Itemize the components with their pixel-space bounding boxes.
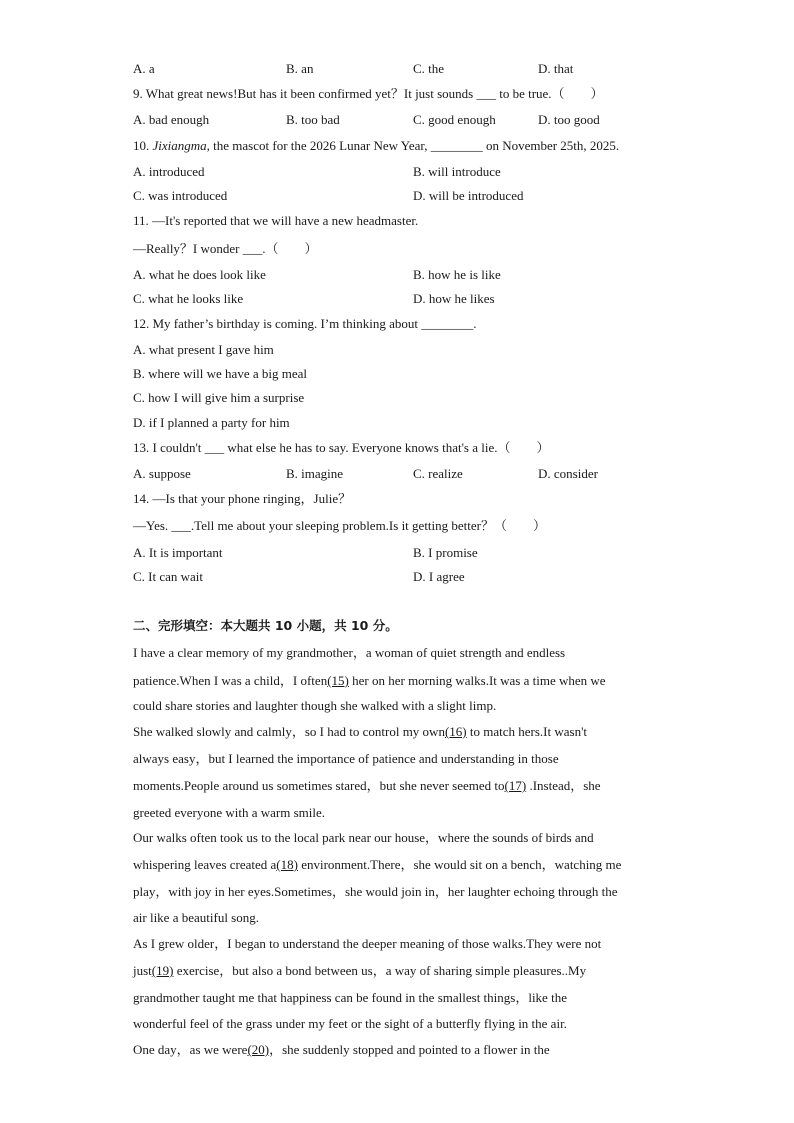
blank-18[interactable]: (18) xyxy=(276,857,298,872)
passage-text: One day，as we were xyxy=(133,1042,248,1057)
q8-option-a[interactable]: A. a xyxy=(133,61,155,76)
q11-options-row2 xyxy=(0,291,794,307)
passage-line xyxy=(133,724,587,740)
q10-options-row2 xyxy=(0,188,794,204)
q14-stem-line1: 14. —Is that your phone ringing，Julie？ xyxy=(133,491,352,506)
q10-term: Jixiangma xyxy=(152,138,207,153)
q8-option-d[interactable]: D. that xyxy=(538,61,574,76)
q11-stem-line2: —Really？I wonder ___.（ ） xyxy=(133,241,318,256)
q11-options-row1 xyxy=(0,267,794,283)
q9-stem: 9. What great news!But has it been confirmed yet？It just sounds ___ to be true.（ ） xyxy=(133,86,604,101)
passage-text: to match hers.It wasn't xyxy=(466,724,588,739)
passage-text: her on her morning walks.It was a time when we xyxy=(348,673,606,688)
passage-text: whispering leaves created a xyxy=(133,857,277,872)
passage-line xyxy=(133,778,601,794)
passage-line xyxy=(133,963,586,979)
q10-option-d[interactable]: D. will be introduced xyxy=(413,188,524,203)
q9-option-d[interactable]: D. too good xyxy=(538,112,600,127)
q9-options xyxy=(0,112,794,128)
passage-line: play，with joy in her eyes.Sometimes，she would join in，her laughter echoing through the xyxy=(133,884,618,899)
q12-stem: 12. My father’s birthday is coming. I’m thinking about ________. xyxy=(133,316,477,331)
q12-option-a[interactable]: A. what present I gave him xyxy=(133,342,274,357)
blank-19[interactable]: (19) xyxy=(151,963,174,978)
passage-line: wonderful feel of the grass under my feet or the sight of a butterfly flying in the air. xyxy=(133,1016,567,1031)
passage-line: As I grew older，I began to understand the deeper meaning of those walks.They were not xyxy=(133,936,602,951)
q10-stem-text: , the mascot for the 2026 Lunar New Year, ________ on November 25th, 2025. xyxy=(206,138,620,153)
passage-text: environment.There，she would sit on a bench，watching me xyxy=(297,857,622,872)
passage-text: moments.People around us sometimes stared，but she never seemed to xyxy=(133,778,505,793)
passage-text: .Instead，she xyxy=(526,778,601,793)
q8-options xyxy=(0,61,794,77)
passage-line: grandmother taught me that happiness can be found in the smallest things，like the xyxy=(133,990,567,1005)
q9-option-a[interactable]: A. bad enough xyxy=(133,112,210,127)
passage-line xyxy=(133,1042,550,1058)
q11-stem-line1: 11. —It's reported that we will have a new headmaster. xyxy=(133,213,419,228)
q14-option-a[interactable]: A. It is important xyxy=(133,545,223,560)
passage-line xyxy=(133,857,621,873)
q13-options xyxy=(0,466,794,482)
blank-17[interactable]: (17) xyxy=(504,778,527,793)
q14-stem-line2: —Yes. ___.Tell me about your sleeping problem.Is it getting better？（ ） xyxy=(133,518,546,533)
blank-15[interactable]: (15) xyxy=(327,673,349,688)
q13-stem: 13. I couldn't ___ what else he has to say. Everyone knows that's a lie.（ ） xyxy=(133,440,550,455)
q10-stem xyxy=(133,138,619,154)
q10-options-row1 xyxy=(0,164,794,180)
q10-option-b[interactable]: B. will introduce xyxy=(413,164,501,179)
passage-line: always easy，but I learned the importance of patience and understanding in those xyxy=(133,751,559,766)
q11-option-a[interactable]: A. what he does look like xyxy=(133,267,266,282)
q11-option-d[interactable]: D. how he likes xyxy=(413,291,495,306)
q12-option-b[interactable]: B. where will we have a big meal xyxy=(133,366,307,381)
q11-option-b[interactable]: B. how he is like xyxy=(413,267,501,282)
q10-number: 10. xyxy=(133,138,153,153)
q14-options-row1 xyxy=(0,545,794,561)
passage-line: air like a beautiful song. xyxy=(133,910,259,925)
passage-text: She walked slowly and calmly，so I had to control my own xyxy=(133,724,445,739)
q14-option-c[interactable]: C. It can wait xyxy=(133,569,204,584)
q8-option-b[interactable]: B. an xyxy=(286,61,314,76)
q13-option-a[interactable]: A. suppose xyxy=(133,466,191,481)
q9-option-c[interactable]: C. good enough xyxy=(413,112,496,127)
q14-option-b[interactable]: B. I promise xyxy=(413,545,478,560)
q8-option-c[interactable]: C. the xyxy=(413,61,445,76)
q13-option-c[interactable]: C. realize xyxy=(413,466,463,481)
q12-option-c[interactable]: C. how I will give him a surprise xyxy=(133,390,305,405)
passage-text: exercise，but also a bond between us，a way of sharing simple pleasures..My xyxy=(173,963,587,978)
passage-line: Our walks often took us to the local park near our house，where the sounds of birds and xyxy=(133,830,594,845)
passage-line: greeted everyone with a warm smile. xyxy=(133,805,326,820)
passage-line: I have a clear memory of my grandmother，a woman of quiet strength and endless xyxy=(133,645,566,660)
passage-text: just xyxy=(133,963,152,978)
q10-option-a[interactable]: A. introduced xyxy=(133,164,205,179)
q11-option-c[interactable]: C. what he looks like xyxy=(133,291,244,306)
passage-line xyxy=(133,673,606,689)
q13-option-d[interactable]: D. consider xyxy=(538,466,598,481)
q13-option-b[interactable]: B. imagine xyxy=(286,466,344,481)
blank-16[interactable]: (16) xyxy=(444,724,467,739)
q9-option-b[interactable]: B. too bad xyxy=(286,112,340,127)
q14-options-row2 xyxy=(0,569,794,585)
q12-option-d[interactable]: D. if I planned a party for him xyxy=(133,415,290,430)
passage-text: patience.When I was a child，I often xyxy=(133,673,328,688)
q14-option-d[interactable]: D. I agree xyxy=(413,569,465,584)
passage-line: could share stories and laughter though she walked with a slight limp. xyxy=(133,698,497,713)
q10-option-c[interactable]: C. was introduced xyxy=(133,188,228,203)
section-heading-cloze: 二、完形填空：本大题共 10 小题，共 10 分。 xyxy=(133,618,398,633)
blank-20[interactable]: (20) xyxy=(247,1042,270,1057)
passage-text: ，she suddenly stopped and pointed to a flower in the xyxy=(269,1042,550,1057)
